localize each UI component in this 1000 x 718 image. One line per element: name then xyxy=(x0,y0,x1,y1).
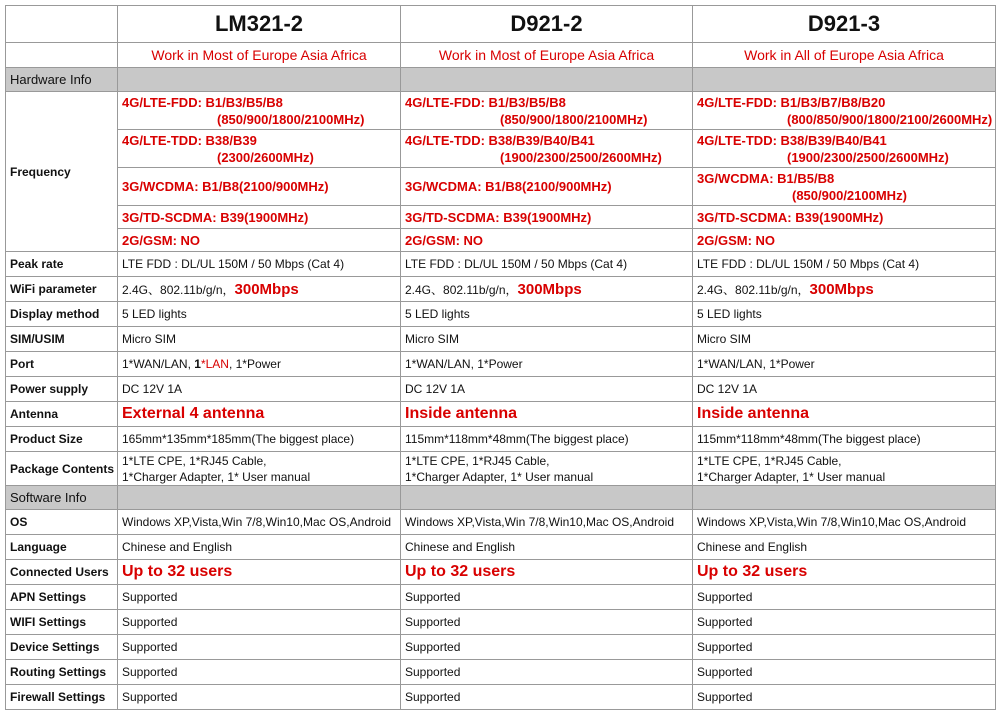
cell-value: 1*LTE CPE, 1*RJ45 Cable, 1*Charger Adapter, 1* User manual xyxy=(118,452,401,486)
freq-cell: 3G/WCDMA: B1/B5/B8 (850/900/2100MHz) xyxy=(693,168,996,206)
row-wifi xyxy=(6,277,996,302)
cell-value: LTE FDD : DL/UL 150M / 50 Mbps (Cat 4) xyxy=(401,252,693,277)
cell-value: Inside antenna xyxy=(401,402,693,427)
cell-value: Supported xyxy=(118,585,401,610)
freq-row-gsm xyxy=(6,229,996,252)
cell-value: Supported xyxy=(693,685,996,710)
cell-value: 2.4G、802.11b/g/n，300Mbps xyxy=(693,277,996,302)
row-label: Connected Users xyxy=(6,560,118,585)
row-label: Display method xyxy=(6,302,118,327)
freq-cell: 3G/WCDMA: B1/B8(2100/900MHz) xyxy=(401,168,693,206)
cell-value: Supported xyxy=(118,635,401,660)
cell-value: Up to 32 users xyxy=(118,560,401,585)
cell-value: Supported xyxy=(118,610,401,635)
row-peak-rate xyxy=(6,252,996,277)
row-package xyxy=(6,452,996,486)
freq-row-lte-tdd xyxy=(6,130,996,168)
freq-cell: 2G/GSM: NO xyxy=(693,229,996,252)
cell-value: LTE FDD : DL/UL 150M / 50 Mbps (Cat 4) xyxy=(118,252,401,277)
cell-value: Supported xyxy=(401,685,693,710)
cell-value: Inside antenna xyxy=(693,402,996,427)
cell-value: 1*LTE CPE, 1*RJ45 Cable, 1*Charger Adapter, 1* User manual xyxy=(693,452,996,486)
region-text: Work in All of Europe Asia Africa xyxy=(693,43,996,68)
cell-value: Supported xyxy=(401,585,693,610)
row-label: Port xyxy=(6,352,118,377)
cell-value: Supported xyxy=(401,610,693,635)
cell-value: Chinese and English xyxy=(693,535,996,560)
row-device xyxy=(6,635,996,660)
corner-cell xyxy=(6,6,118,43)
cell-value: LTE FDD : DL/UL 150M / 50 Mbps (Cat 4) xyxy=(693,252,996,277)
cell-value: Supported xyxy=(401,660,693,685)
freq-cell: 4G/LTE-FDD: B1/B3/B5/B8 (850/900/1800/2100MHz) xyxy=(401,92,693,130)
cell-value: 115mm*118mm*48mm(The biggest place) xyxy=(401,427,693,452)
row-size xyxy=(6,427,996,452)
freq-cell: 4G/LTE-TDD: B38/B39 (2300/2600MHz) xyxy=(118,130,401,168)
cell-value: DC 12V 1A xyxy=(401,377,693,402)
row-label: APN Settings xyxy=(6,585,118,610)
cell-value: Windows XP,Vista,Win 7/8,Win10,Mac OS,Android xyxy=(693,510,996,535)
cell-value: 1*WAN/LAN, 1*LAN, 1*Power xyxy=(118,352,401,377)
row-label: Routing Settings xyxy=(6,660,118,685)
row-label: Product Size xyxy=(6,427,118,452)
freq-cell: 3G/WCDMA: B1/B8(2100/900MHz) xyxy=(118,168,401,206)
freq-cell: 4G/LTE-FDD: B1/B3/B7/B8/B20 (800/850/900/1800/2100/2600MHz) xyxy=(693,92,996,130)
row-label: Power supply xyxy=(6,377,118,402)
row-language xyxy=(6,535,996,560)
cell-value: Supported xyxy=(693,660,996,685)
row-label: WIFI Settings xyxy=(6,610,118,635)
model-name: D921-2 xyxy=(401,6,693,43)
cell-value: Chinese and English xyxy=(118,535,401,560)
spec-comparison-table xyxy=(5,5,996,710)
row-label: Package Contents xyxy=(6,452,118,486)
cell-value: Chinese and English xyxy=(401,535,693,560)
freq-cell: 4G/LTE-FDD: B1/B3/B5/B8 (850/900/1800/2100MHz) xyxy=(118,92,401,130)
row-power xyxy=(6,377,996,402)
cell-value: 115mm*118mm*48mm(The biggest place) xyxy=(693,427,996,452)
region-text: Work in Most of Europe Asia Africa xyxy=(401,43,693,68)
cell-value: Up to 32 users xyxy=(693,560,996,585)
model-name: LM321-2 xyxy=(118,6,401,43)
freq-cell: 4G/LTE-TDD: B38/B39/B40/B41 (1900/2300/2500/2600MHz) xyxy=(401,130,693,168)
row-label: Antenna xyxy=(6,402,118,427)
row-firewall xyxy=(6,685,996,710)
freq-cell: 3G/TD-SCDMA: B39(1900MHz) xyxy=(118,206,401,229)
region-row xyxy=(6,43,996,68)
freq-cell: 4G/LTE-TDD: B38/B39/B40/B41 (1900/2300/2500/2600MHz) xyxy=(693,130,996,168)
cell-value: Supported xyxy=(401,635,693,660)
cell-value: 2.4G、802.11b/g/n，300Mbps xyxy=(401,277,693,302)
model-name: D921-3 xyxy=(693,6,996,43)
cell-value: Supported xyxy=(118,660,401,685)
row-sim xyxy=(6,327,996,352)
cell-value: Windows XP,Vista,Win 7/8,Win10,Mac OS,Android xyxy=(401,510,693,535)
freq-row-wcdma xyxy=(6,168,996,206)
row-label: SIM/USIM xyxy=(6,327,118,352)
cell-value: Up to 32 users xyxy=(401,560,693,585)
cell-value: Windows XP,Vista,Win 7/8,Win10,Mac OS,Android xyxy=(118,510,401,535)
freq-cell: 3G/TD-SCDMA: B39(1900MHz) xyxy=(401,206,693,229)
cell-value: Supported xyxy=(693,585,996,610)
row-label: Language xyxy=(6,535,118,560)
row-display xyxy=(6,302,996,327)
cell-value: Micro SIM xyxy=(401,327,693,352)
cell-value: External 4 antenna xyxy=(118,402,401,427)
cell-value: 5 LED lights xyxy=(118,302,401,327)
row-label: Firewall Settings xyxy=(6,685,118,710)
section-title: Software Info xyxy=(6,486,118,510)
region-text: Work in Most of Europe Asia Africa xyxy=(118,43,401,68)
section-hardware xyxy=(6,68,996,92)
cell-value: 2.4G、802.11b/g/n，300Mbps xyxy=(118,277,401,302)
row-routing xyxy=(6,660,996,685)
freq-cell: 3G/TD-SCDMA: B39(1900MHz) xyxy=(693,206,996,229)
freq-row-td-scdma xyxy=(6,206,996,229)
cell-value: Supported xyxy=(693,635,996,660)
row-label: OS xyxy=(6,510,118,535)
cell-value: Supported xyxy=(118,685,401,710)
freq-cell: 2G/GSM: NO xyxy=(401,229,693,252)
row-label: Frequency xyxy=(6,92,118,252)
cell-value: 1*LTE CPE, 1*RJ45 Cable, 1*Charger Adapter, 1* User manual xyxy=(401,452,693,486)
section-title: Hardware Info xyxy=(6,68,118,92)
row-wifi-settings xyxy=(6,610,996,635)
row-label: WiFi parameter xyxy=(6,277,118,302)
row-antenna xyxy=(6,402,996,427)
section-software xyxy=(6,486,996,510)
cell-value: 5 LED lights xyxy=(693,302,996,327)
model-header-row xyxy=(6,6,996,43)
cell-value: Supported xyxy=(693,610,996,635)
row-users xyxy=(6,560,996,585)
row-os xyxy=(6,510,996,535)
freq-cell: 2G/GSM: NO xyxy=(118,229,401,252)
cell-value: DC 12V 1A xyxy=(693,377,996,402)
cell-value: 165mm*135mm*185mm(The biggest place) xyxy=(118,427,401,452)
cell-value: 1*WAN/LAN, 1*Power xyxy=(693,352,996,377)
cell-value: Micro SIM xyxy=(693,327,996,352)
row-label: Device Settings xyxy=(6,635,118,660)
freq-row-lte-fdd xyxy=(6,92,996,130)
region-blank xyxy=(6,43,118,68)
row-label: Peak rate xyxy=(6,252,118,277)
cell-value: Micro SIM xyxy=(118,327,401,352)
cell-value: 5 LED lights xyxy=(401,302,693,327)
cell-value: DC 12V 1A xyxy=(118,377,401,402)
cell-value: 1*WAN/LAN, 1*Power xyxy=(401,352,693,377)
row-apn xyxy=(6,585,996,610)
row-port xyxy=(6,352,996,377)
